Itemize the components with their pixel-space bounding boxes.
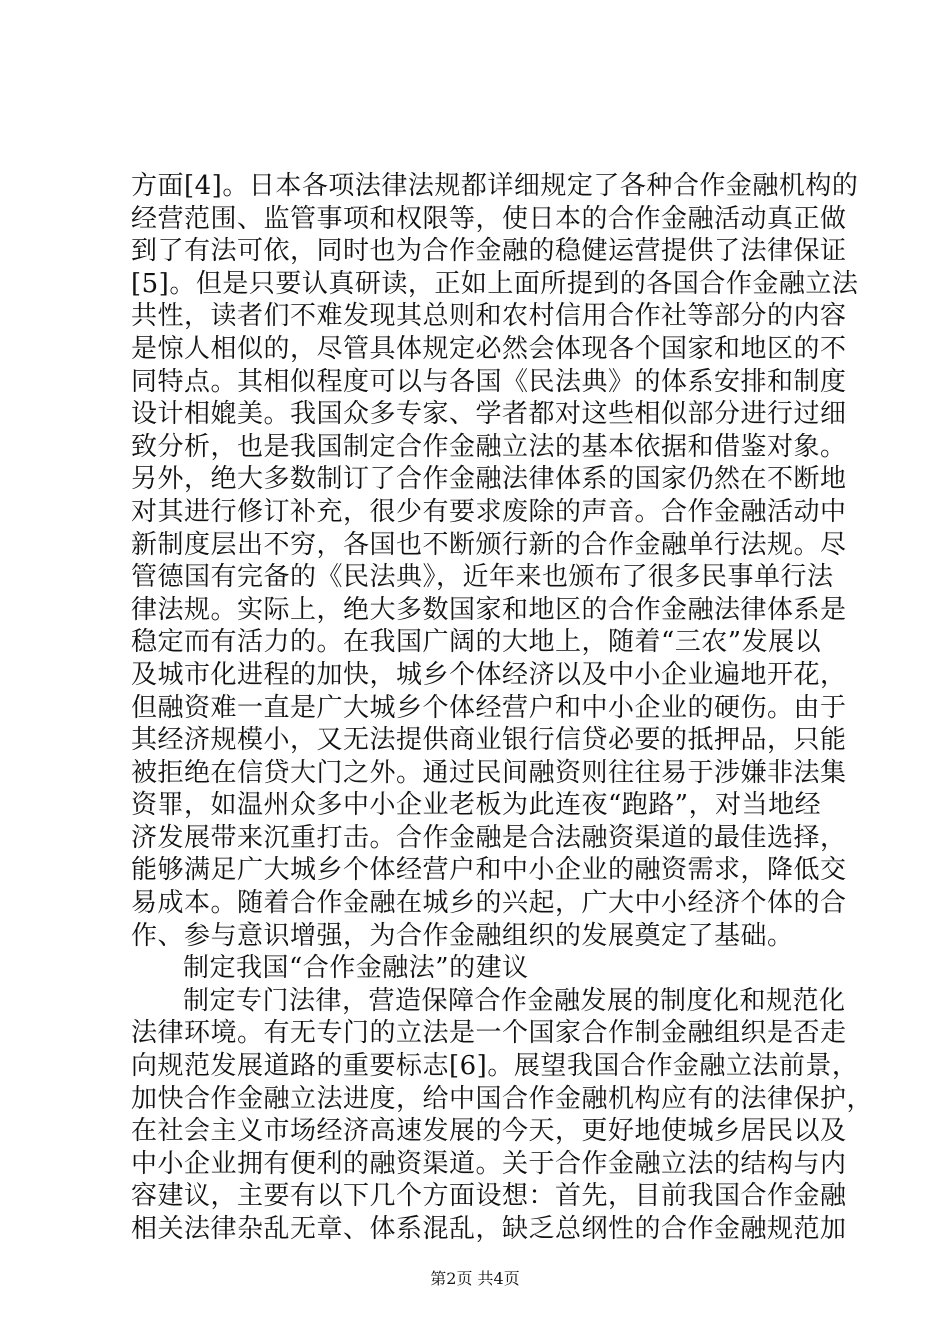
text-line: 被拒绝在信贷大门之外。通过民间融资则往往易于涉嫌非法集	[131, 757, 847, 788]
page-footer: 第2页 共4页	[430, 1269, 520, 1288]
text-line: 律法规。实际上，绝大多数国家和地区的合作金融法律体系是	[131, 594, 847, 625]
text-line: 容建议，主要有以下几个方面设想：首先，目前我国合作金融	[131, 1181, 847, 1212]
text-line: 济发展带来沉重打击。合作金融是合法融资渠道的最佳选择，	[131, 822, 847, 853]
text-line: 相关法律杂乱无章、体系混乱，缺乏总纲性的合作金融规范加	[131, 1214, 847, 1244]
text-line: 资罪，如温州众多中小企业老板为此连夜“跑路”，对当地经	[131, 790, 822, 821]
text-line: 共性，读者们不难发现其总则和农村信用合作社等部分的内容	[131, 301, 847, 332]
text-line: 向规范发展道路的重要标志[6]。展望我国合作金融立法前景，	[131, 1051, 859, 1082]
body-text	[131, 170, 874, 1246]
text-line: 其经济规模小，又无法提供商业银行信贷必要的抵押品，只能	[131, 725, 847, 756]
text-line: 制定专门法律，营造保障合作金融发展的制度化和规范化	[183, 985, 846, 1016]
text-line: [5]。但是只要认真研读，正如上面所提到的各国合作金融立法	[131, 268, 859, 299]
text-line: 致分析，也是我国制定合作金融立法的基本依据和借鉴对象。	[131, 431, 847, 462]
text-line: 方面[4]。日本各项法律法规都详细规定了各种合作金融机构的	[131, 171, 859, 201]
text-line: 新制度层出不穷，各国也不断颁行新的合作金融单行法规。尽	[131, 529, 847, 560]
text-line: 法律环境。有无专门的立法是一个国家合作制金融组织是否走	[131, 1018, 847, 1049]
text-line: 加快合作金融立法进度，给中国合作金融机构应有的法律保护，	[131, 1083, 874, 1114]
text-line: 同特点。其相似程度可以与各国《民法典》的体系安排和制度	[131, 366, 847, 397]
text-line: 中小企业拥有便利的融资渠道。关于合作金融立法的结构与内	[131, 1148, 847, 1179]
text-line: 经营范围、监管事项和权限等，使日本的合作金融活动真正做	[131, 203, 847, 234]
text-line: 能够满足广大城乡个体经营户和中小企业的融资需求，降低交	[131, 855, 847, 886]
section-heading: 制定我国“合作金融法”的建议	[183, 953, 529, 984]
text-line: 但融资难一直是广大城乡个体经营户和中小企业的硬伤。由于	[131, 692, 847, 723]
text-line: 另外，绝大多数制订了合作金融法律体系的国家仍然在不断地	[131, 464, 847, 495]
text-line: 作、参与意识增强，为合作金融组织的发展奠定了基础。	[131, 920, 794, 951]
text-line: 在社会主义市场经济高速发展的今天，更好地使城乡居民以及	[131, 1116, 847, 1147]
text-line: 易成本。随着合作金融在城乡的兴起，广大中小经济个体的合	[131, 888, 847, 919]
text-line: 对其进行修订补充，很少有要求废除的声音。合作金融活动中	[131, 496, 847, 527]
text-line: 设计相媲美。我国众多专家、学者都对这些相似部分进行过细	[131, 399, 847, 430]
text-line: 稳定而有活力的。在我国广阔的大地上，随着“三农”发展以	[131, 627, 822, 658]
text-line: 是惊人相似的，尽管具体规定必然会体现各个国家和地区的不	[131, 333, 847, 364]
text-line: 到了有法可依，同时也为合作金融的稳健运营提供了法律保证	[131, 236, 847, 267]
text-line: 管德国有完备的《民法典》，近年来也颁布了很多民事单行法	[131, 562, 834, 593]
text-line: 及城市化进程的加快，城乡个体经济以及中小企业遍地开花，	[131, 659, 847, 690]
